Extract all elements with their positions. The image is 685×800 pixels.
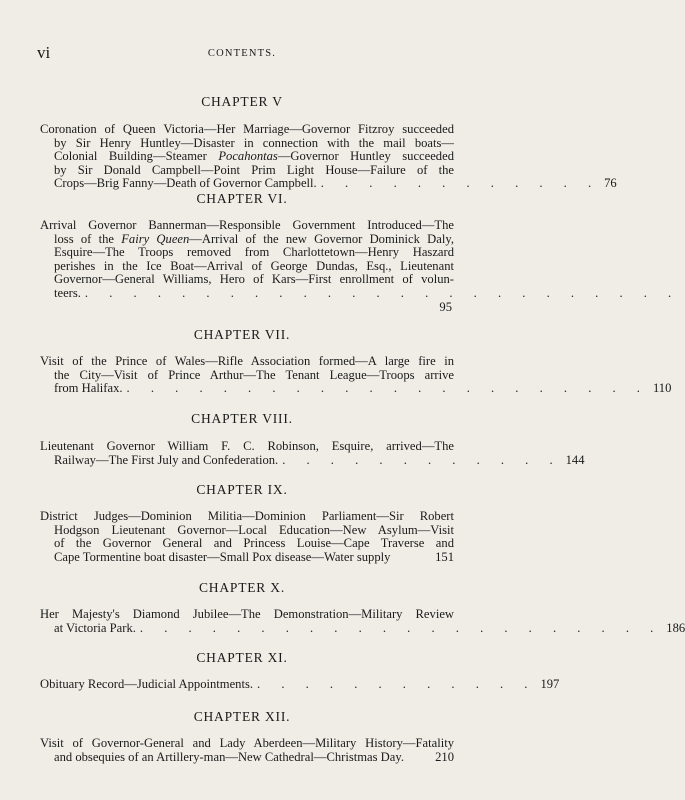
page-ref: 144: [565, 452, 585, 467]
chapter-summary: [40, 510, 454, 564]
summary-line: District Judges—Dominion Militia—Dominion Parliament—Sir Robert: [40, 509, 454, 523]
summary-line: Cape Tormentine boat disaster—Small Pox disease—Water supply 151: [54, 549, 454, 564]
vessel-name: Pocahontas: [218, 149, 278, 164]
summary-line: Esquire—The Troops removed from Charlottetown—Henry Haszard: [54, 245, 454, 260]
chapter-summary: [40, 439, 585, 467]
summary-line: and obsequies of an Artillery-man—New Cathedral—Christmas Day. 210: [54, 749, 454, 764]
chapter-summary: [40, 677, 560, 692]
chapter-heading: CHAPTER VII.: [193, 327, 291, 342]
chapter-heading: CHAPTER XII.: [193, 709, 291, 724]
summary-line: loss of the Fairy Queen—Arrival of the new Governor Dominick Daly,: [54, 231, 454, 246]
summary-line: Visit of the Prince of Wales—Rifle Association formed—A large fire in: [40, 354, 454, 368]
page-ref: 76: [604, 176, 617, 191]
summary-line: perishes in the Ice Boat—Arrival of George Dundas, Esq., Lieutenant: [54, 258, 454, 273]
summary-line: Hodgson Lieutenant Governor—Local Education—New Asylum—Visit: [54, 522, 454, 537]
summary-line: Visit of Governor-General and Lady Aberdeen—Military History—Fatality: [40, 736, 454, 750]
summary-line: Her Majesty's Diamond Jubilee—The Demonstration—Military Review: [40, 607, 454, 621]
summary-line: Governor—General Williams, Hero of Kars—First enrollment of volun-: [54, 272, 454, 287]
chapter-heading: CHAPTER X.: [198, 580, 285, 595]
chapter-summary: [40, 354, 672, 396]
chapter-heading: CHAPTER IX.: [196, 482, 288, 497]
chapter-summary: [40, 218, 681, 314]
chapter-heading: CHAPTER XI.: [196, 650, 288, 665]
chapter-heading: CHAPTER VIII.: [191, 411, 293, 426]
summary-line: by Sir Henry Huntley—Disaster in connection with the mail boats—: [54, 135, 454, 150]
summary-line: at Victoria Park. . . . . . . . . . . . . . . . . . . . . . . 186: [54, 620, 685, 635]
summary-line: Crops—Brig Fanny—Death of Governor Campbell. . . . . . . . . . . . . 76: [54, 176, 617, 191]
summary-line: teers. . . . . . . . . . . . . . . . . . . . . . . . . .: [54, 285, 681, 300]
chapter-summary: [40, 607, 685, 635]
chapter-heading: CHAPTER V: [201, 94, 283, 109]
page-ref: 151: [435, 549, 454, 564]
summary-line: Lieutenant Governor William F. C. Robinson, Esquire, arrived—The: [40, 439, 454, 453]
page-ref: 186: [666, 620, 685, 635]
summary-line: the City—Visit of Prince Arthur—The Tenant League—Troops arrive: [54, 367, 454, 382]
page-number: vi: [37, 43, 51, 62]
chapter-summary: [40, 122, 617, 191]
page-ref: 197: [540, 677, 560, 691]
running-head: CONTENTS.: [207, 48, 277, 59]
summary-line: Colonial Building—Steamer Pocahontas—Governor Huntley succeeded: [54, 149, 454, 164]
chapter-heading: CHAPTER VI.: [196, 191, 288, 206]
summary-line: Railway—The First July and Confederation. . . . . . . . . . . . . 144: [54, 452, 585, 467]
chapter-summary: [40, 737, 454, 764]
summary-line: Obituary Record—Judicial Appointments. . . . . . . . . . . . . 197: [40, 677, 560, 691]
summary-line: by Sir Donald Campbell—Point Prim Light House—Failure of the: [54, 162, 454, 177]
summary-line: Coronation of Queen Victoria—Her Marriage—Governor Fitzroy succeeded: [40, 122, 454, 136]
page-ref: 110: [652, 381, 672, 396]
summary-line: from Halifax. . . . . . . . . . . . . . . . . . . . . . . 110: [54, 381, 672, 396]
page-ref: 210: [435, 749, 454, 764]
summary-line: of the Governor General and Princess Louise—Cape Traverse and: [54, 536, 454, 551]
vessel-name: Fairy Queen: [121, 231, 190, 246]
summary-line: Arrival Governor Bannerman—Responsible Government Introduced—The: [40, 218, 454, 232]
page-ref: 95: [439, 299, 452, 314]
